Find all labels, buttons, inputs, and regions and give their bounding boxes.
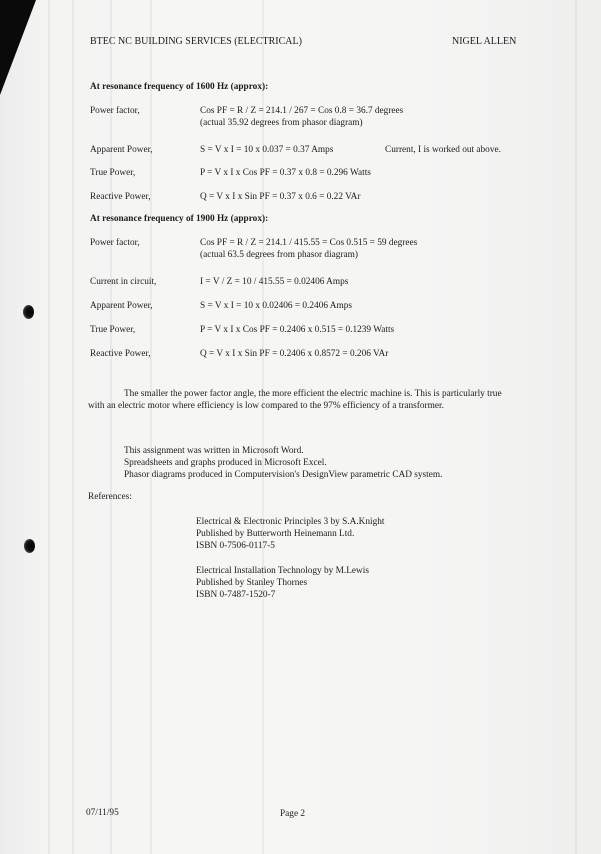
section-heading-1600hz: At resonance frequency of 1600 Hz (approx): bbox=[90, 82, 269, 92]
row-label: Apparent Power, bbox=[90, 145, 153, 155]
row-label: Power factor, bbox=[90, 106, 140, 116]
scan-streak bbox=[48, 0, 50, 854]
scan-streak bbox=[150, 0, 152, 854]
author-name: NIGEL ALLEN bbox=[452, 36, 517, 47]
row-note: (actual 63.5 degrees from phasor diagram) bbox=[200, 250, 358, 260]
reference-isbn: ISBN 0-7506-0117-5 bbox=[196, 541, 275, 551]
row-formula: Q = V x I x Sin PF = 0.2406 x 0.8572 = 0.206 VAr bbox=[200, 349, 389, 359]
row-label: Power factor, bbox=[90, 238, 140, 248]
footer-date: 07/11/95 bbox=[86, 808, 119, 818]
row-formula: P = V x I x Cos PF = 0.37 x 0.8 = 0.296 Watts bbox=[200, 168, 371, 178]
row-formula: Cos PF = R / Z = 214.1 / 415.55 = Cos 0.515 = 59 degrees bbox=[200, 238, 418, 248]
conclusion-paragraph: The smaller the power factor angle, the more efficient the electric machine is. This is particularly true with an electric motor where efficiency is low compared to the 97% efficiency of a transformer. bbox=[88, 389, 502, 411]
row-label: True Power, bbox=[90, 168, 136, 178]
row-label: Reactive Power, bbox=[90, 349, 151, 359]
scan-streak bbox=[72, 0, 74, 854]
row-formula: S = V x I = 10 x 0.02406 = 0.2406 Amps bbox=[200, 301, 353, 311]
row-label: True Power, bbox=[90, 325, 136, 335]
credit-line: Phasor diagrams produced in Computervision's DesignView parametric CAD system. bbox=[124, 470, 443, 480]
row-formula: I = V / Z = 10 / 415.55 = 0.02406 Amps bbox=[200, 277, 349, 287]
credit-line: Spreadsheets and graphs produced in Microsoft Excel. bbox=[124, 458, 327, 468]
scan-corner-shadow bbox=[0, 0, 36, 95]
row-formula: P = V x I x Cos PF = 0.2406 x 0.515 = 0.1239 Watts bbox=[200, 325, 395, 335]
reference-title: Electrical Installation Technology by M.Lewis bbox=[196, 566, 369, 576]
reference-publisher: Published by Stanley Thornes bbox=[196, 578, 308, 588]
row-formula: S = V x I = 10 x 0.037 = 0.37 Amps bbox=[200, 145, 334, 155]
row-side-note: Current, I is worked out above. bbox=[385, 145, 501, 155]
row-note: (actual 35.92 degrees from phasor diagram) bbox=[200, 118, 363, 128]
section-heading-1900hz: At resonance frequency of 1900 Hz (approx): bbox=[90, 214, 269, 224]
references-label: References: bbox=[88, 492, 132, 502]
row-formula: Q = V x I x Sin PF = 0.37 x 0.6 = 0.22 VAr bbox=[200, 192, 361, 202]
footer-page-number: Page 2 bbox=[280, 809, 306, 819]
row-formula: Cos PF = R / Z = 214.1 / 267 = Cos 0.8 = 36.7 degrees bbox=[200, 106, 404, 116]
reference-publisher: Published by Butterworth Heinemann Ltd. bbox=[196, 529, 355, 539]
scan-streak bbox=[575, 0, 577, 854]
row-label: Reactive Power, bbox=[90, 192, 151, 202]
reference-isbn: ISBN 0-7487-1520-7 bbox=[196, 590, 276, 600]
row-label: Apparent Power, bbox=[90, 301, 153, 311]
reference-title: Electrical & Electronic Principles 3 by S.A.Knight bbox=[196, 517, 385, 527]
credit-line: This assignment was written in Microsoft Word. bbox=[124, 446, 304, 456]
row-label: Current in circuit, bbox=[90, 277, 157, 287]
punch-hole-icon bbox=[23, 305, 34, 319]
scan-streak bbox=[110, 0, 112, 854]
punch-hole-icon bbox=[24, 539, 35, 553]
course-title: BTEC NC BUILDING SERVICES (ELECTRICAL) bbox=[90, 36, 302, 47]
